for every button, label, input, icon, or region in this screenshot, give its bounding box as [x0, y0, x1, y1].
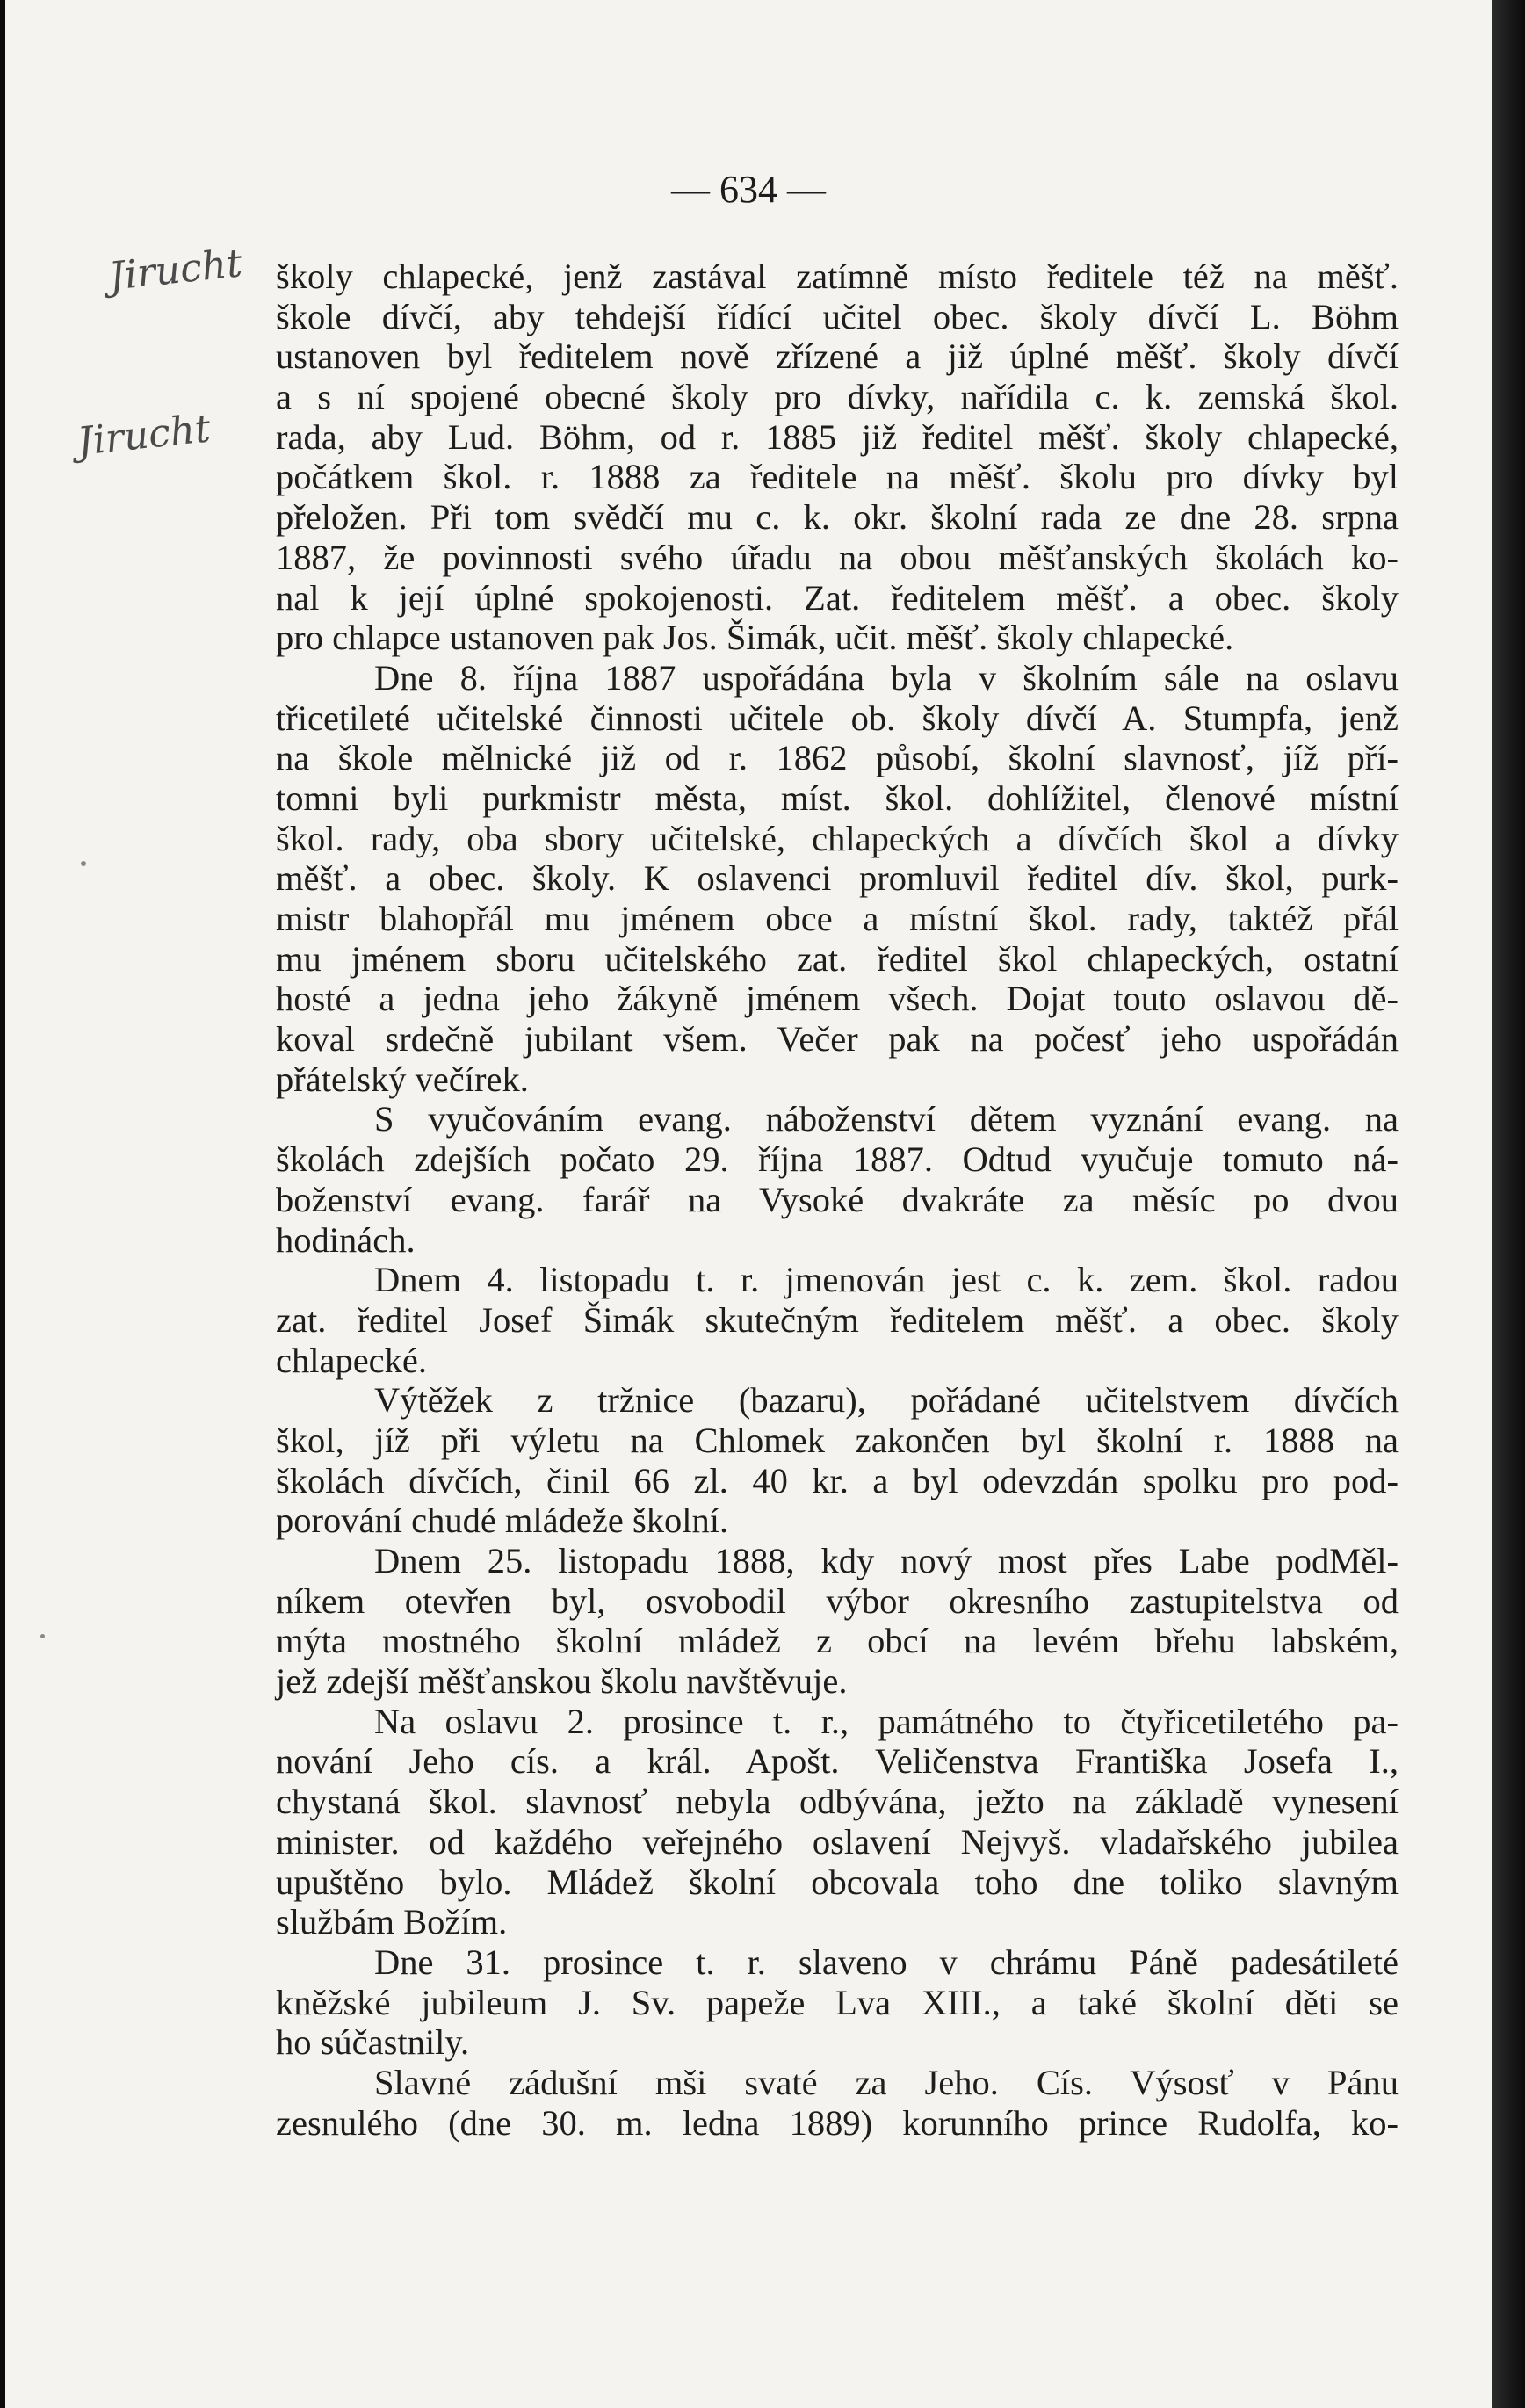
text-line: upuštěno bylo. Mládež školní obcovala toho dne toliko slavným [276, 1862, 1399, 1902]
text-line: měšť. a obec. školy. K oslavenci promluvil ředitel dív. škol, purk- [276, 858, 1399, 899]
text-line: tomni byli purkmistr města, míst. škol. dohlížitel, členové místní [276, 777, 1399, 818]
text-line: Na oslavu 2. prosince t. r., památného to čtyřicetiletého pa- [374, 1701, 1399, 1741]
text-line: zat. ředitel Josef Šimák skutečným ředitelem měšť. a obec. školy [276, 1299, 1399, 1340]
text-line: škol, jíž při výletu na Chlomek zakončen byl školní r. 1888 na [276, 1420, 1399, 1460]
text-line: minister. od každého veřejného oslavení Nejvyš. vladařského jubilea [276, 1821, 1399, 1862]
text-line: mistr blahopřál mu jménem obce a místní škol. rady, taktéž přál [276, 899, 1399, 938]
scan-edge [1492, 0, 1525, 2408]
text-line: ustanoven byl ředitelem nově zřízené a již úplné měšť. školy dívčí [276, 336, 1399, 377]
text-line: přeložen. Při tom svědčí mu c. k. okr. školní rada ze dne 28. srpna [276, 497, 1399, 538]
text-line: koval srdečně jubilant všem. Večer pak na počesť jeho uspořádán [276, 1019, 1399, 1059]
text-line: Dnem 25. listopadu 1888, kdy nový most přes Labe podMěl- [374, 1541, 1399, 1580]
text-line: hosté a jedna jeho žákyně jménem všech. Dojat touto oslavou dě- [276, 979, 1399, 1019]
text-line: a s ní spojené obecné školy pro dívky, nařídila c. k. zemská škol. [276, 377, 1399, 417]
text-line: mu jménem sboru učitelského zat. ředitel škol chlapeckých, ostatní [276, 938, 1399, 979]
text-line: S vyučováním evang. náboženství dětem vyznání evang. na [374, 1099, 1399, 1139]
margin-note: Jirucht [106, 241, 244, 300]
text-line: přátelský večírek. [276, 1059, 529, 1099]
text-line: nování Jeho cís. a král. Apošt. Veličenstva Františka Josefa I., [276, 1741, 1399, 1782]
text-line: na škole mělnické již od r. 1862 působí, školní slavnosť, jíž pří- [276, 738, 1399, 778]
text-line: pro chlapce ustanoven pak Jos. Šimák, učit. měšť. školy chlapecké. [276, 618, 1234, 658]
text-line: chlapecké. [276, 1340, 428, 1380]
text-line: počátkem škol. r. 1888 za ředitele na měšť. školu pro dívky byl [276, 457, 1399, 497]
paper-speck [40, 1634, 45, 1638]
paper-speck [81, 861, 86, 866]
text-line: rada, aby Lud. Böhm, od r. 1885 již ředitel měšť. školy chlapecké, [276, 416, 1399, 457]
text-line: hodinách. [276, 1219, 416, 1260]
text-line: porování chudé mládeže školní. [276, 1500, 729, 1541]
text-line: mýta mostného školní mládež z obcí na levém břehu labském, [276, 1621, 1399, 1661]
text-line: Dne 31. prosince t. r. slaveno v chrámu Páně padesátileté [374, 1942, 1399, 1982]
text-line: nal k její úplné spokojenosti. Zat. ředitelem měšť. a obec. školy [276, 577, 1399, 618]
page-number: — 634 — [671, 168, 826, 211]
text-line: třicetileté učitelské činnosti učitele ob. školy dívčí A. Stumpfa, jenž [276, 698, 1399, 738]
text-line: boženství evang. farář na Vysoké dvakráte za měsíc po dvou [276, 1179, 1399, 1219]
text-line: 1887, že povinnosti svého úřadu na obou měšťanských školách ko- [276, 537, 1399, 577]
margin-note: Jirucht [75, 406, 213, 465]
text-line: ho súčastnily. [276, 2022, 470, 2063]
text-line: kněžské jubileum J. Sv. papeže Lva XIII., a také školní děti se [276, 1982, 1399, 2022]
text-line: chystaná škol. slavnosť nebyla odbývána, ježto na základě vynesení [276, 1782, 1399, 1822]
book-page [5, 0, 1492, 2408]
text-line: zesnulého (dne 30. m. ledna 1889) korunního prince Rudolfa, ko- [276, 2102, 1399, 2143]
text-line: Dne 8. října 1887 uspořádána byla v školním sále na oslavu [374, 657, 1399, 698]
text-line: službám Božím. [276, 1902, 508, 1942]
text-line: školách zdejších počato 29. října 1887. Odtud vyučuje tomuto ná- [276, 1139, 1399, 1180]
text-line: škol. rady, oba sbory učitelské, chlapeckých a dívčích škol a dívky [276, 818, 1399, 858]
text-line: níkem otevřen byl, osvobodil výbor okresního zastupitelstva od [276, 1580, 1399, 1621]
text-line: škole dívčí, aby tehdejší řídící učitel obec. školy dívčí L. Böhm [276, 296, 1399, 336]
text-line: Výtěžek z tržnice (bazaru), pořádané učitelstvem dívčích [374, 1380, 1399, 1421]
text-line: jež zdejší měšťanskou školu navštěvuje. [276, 1661, 848, 1702]
text-line: školách dívčích, činil 66 zl. 40 kr. a byl odevzdán spolku pro pod- [276, 1460, 1399, 1500]
text-line: Dnem 4. listopadu t. r. jmenován jest c. k. zem. škol. radou [374, 1260, 1399, 1300]
body-text [276, 257, 1399, 2143]
text-line: Slavné zádušní mši svaté za Jeho. Cís. Výsosť v Pánu [374, 2062, 1399, 2102]
text-line: školy chlapecké, jenž zastával zatímně místo ředitele též na měšť. [276, 257, 1399, 296]
